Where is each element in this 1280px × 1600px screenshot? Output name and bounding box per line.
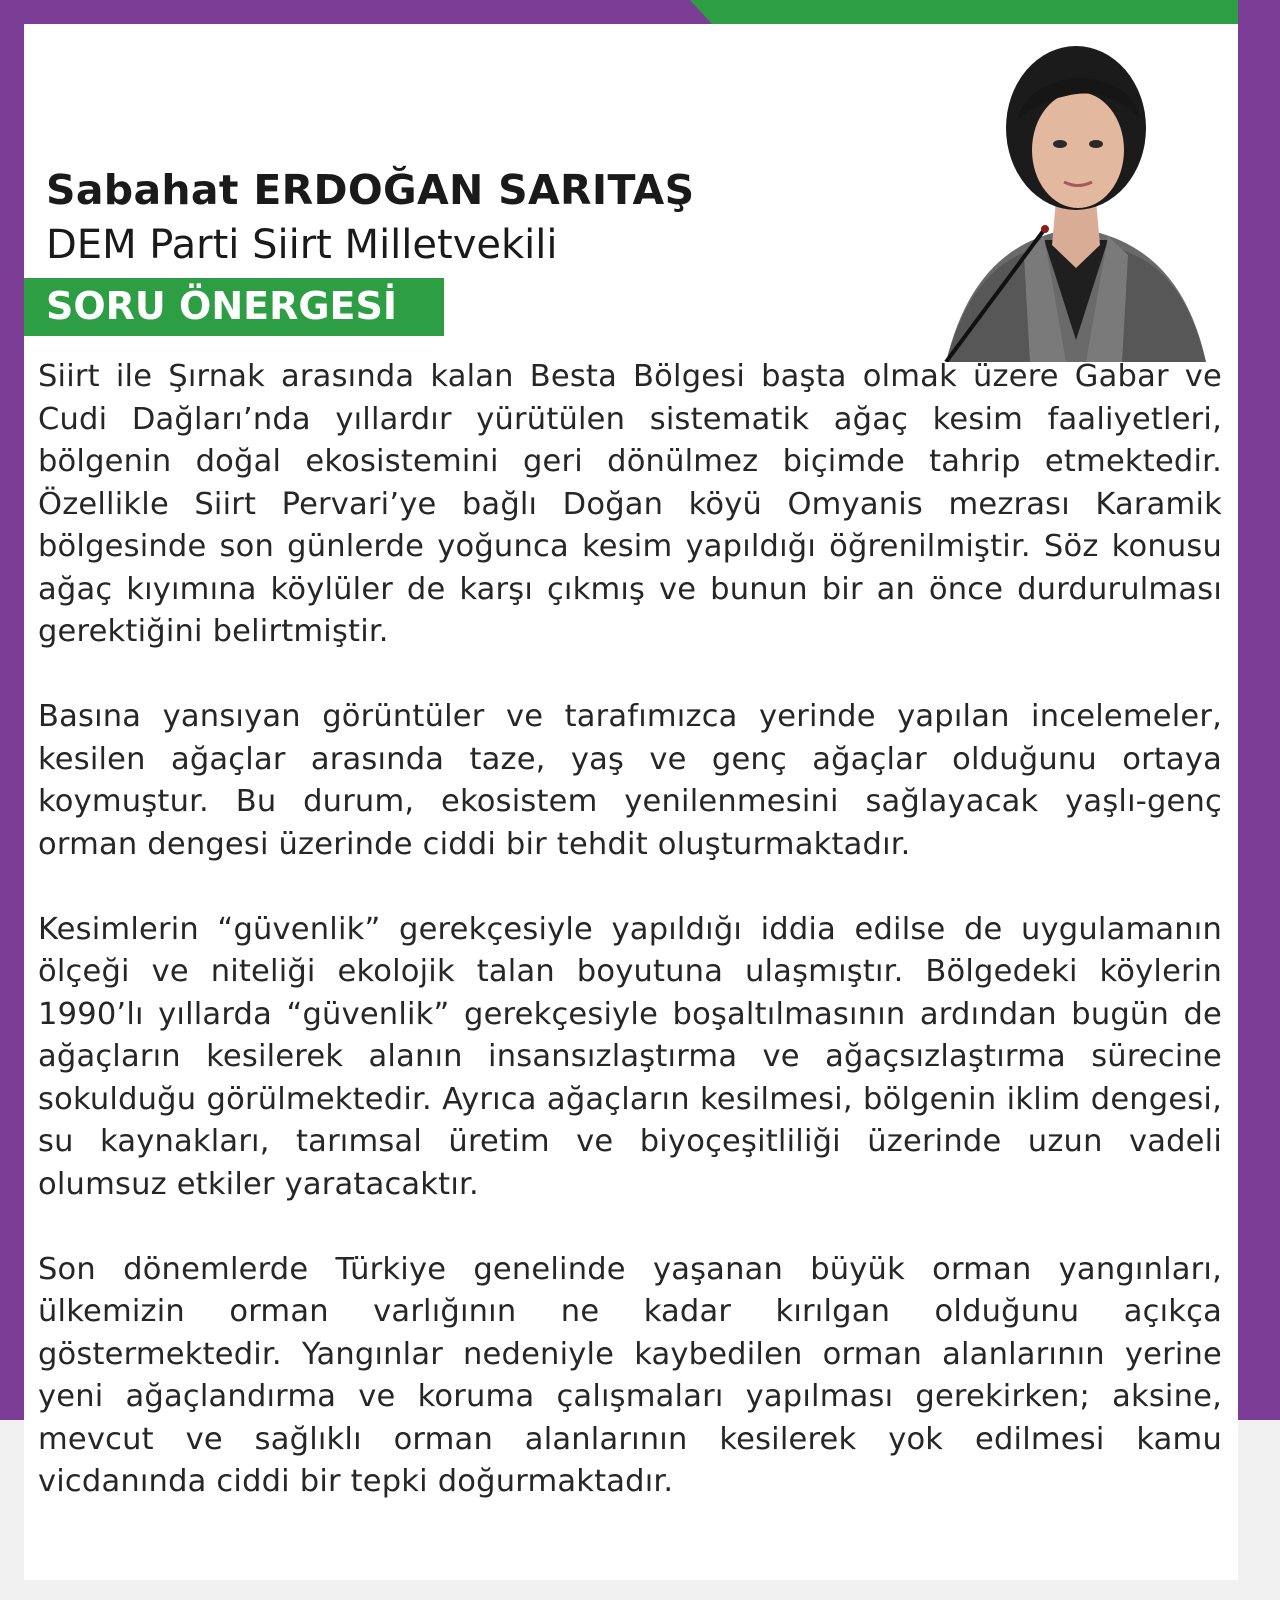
paragraph: Siirt ile Şırnak arasında kalan Besta Bölgesi başta olmak üzere Gabar ve Cudi Dağları’nda yıllardır yürütülen sistematik ağaç kesim faaliyetleri, bölgenin doğal ekosistemini geri dönülmez biçimde tahrip etmektedir. Özellikle Siirt Pervari’ye bağlı Doğan köyü Omyanis mezrası Karamik bölgesinde son günlerde yoğunca kesim yapıldığı öğrenilmiştir. Söz konusu ağaç kıyımına köylüler de karşı çıkmış ve bunun bir an önce durdurulması gerektiğini belirtmiştir.: [38, 359, 1222, 649]
document-card: [24, 24, 1238, 1580]
paragraph: Son dönemlerde Türkiye genelinde yaşanan büyük orman yangınları, ülkemizin orman varlığının ne kadar kırılgan olduğunu açıkça göstermektedir. Yangınlar nedeniyle kaybedilen orman alanlarının yerine yeni ağaçlandırma ve koruma çalışmaları yapılması gerekirken; aksine, mevcut ve sağlıklı orman alanlarının kesilerek yok edilmesi kamu vicdanında ciddi bir tepki doğurmaktadır.: [38, 1251, 1222, 1499]
question-body: [38, 356, 1222, 1546]
person-portrait-icon: [926, 40, 1226, 362]
top-accent-bar: [690, 0, 1238, 24]
deputy-name: Sabahat ERDOĞAN SARITAŞ: [46, 166, 695, 214]
question-label: SORU ÖNERGESİ: [46, 284, 397, 328]
paragraph: Basına yansıyan görüntüler ve tarafımızca yerinde yapılan incelemeler, kesilen ağaçlar arasında taze, yaş ve genç ağaçlar olduğunu ortaya koymuştur. Bu durum, ekosistem yenilenmesini sağlayacak yaşlı-genç orman dengesi üzerinde ciddi bir tehdit oluşturmaktadır.: [38, 699, 1222, 862]
deputy-title: DEM Parti Siirt Milletvekili: [46, 222, 558, 268]
paragraph: Kesimlerin “güvenlik” gerekçesiyle yapıldığı iddia edilse de uygulamanın ölçeği ve niteliği ekolojik talan boyutuna ulaşmıştır. Bölgedeki köylerin 1990’lı yıllarda “güvenlik” gerekçesiyle boşaltılmasının ardından bugün de ağaçların kesilerek alanın insansızlaştırma ve ağaçsızlaştırma sürecine sokulduğu görülmektedir. Ayrıca ağaçların kesilmesi, bölgenin iklim dengesi, su kaynakları, tarımsal üretim ve biyoçeşitliliği üzerinde uzun vadeli olumsuz etkiler yaratacaktır.: [38, 911, 1222, 1202]
question-label-box: [24, 278, 444, 336]
